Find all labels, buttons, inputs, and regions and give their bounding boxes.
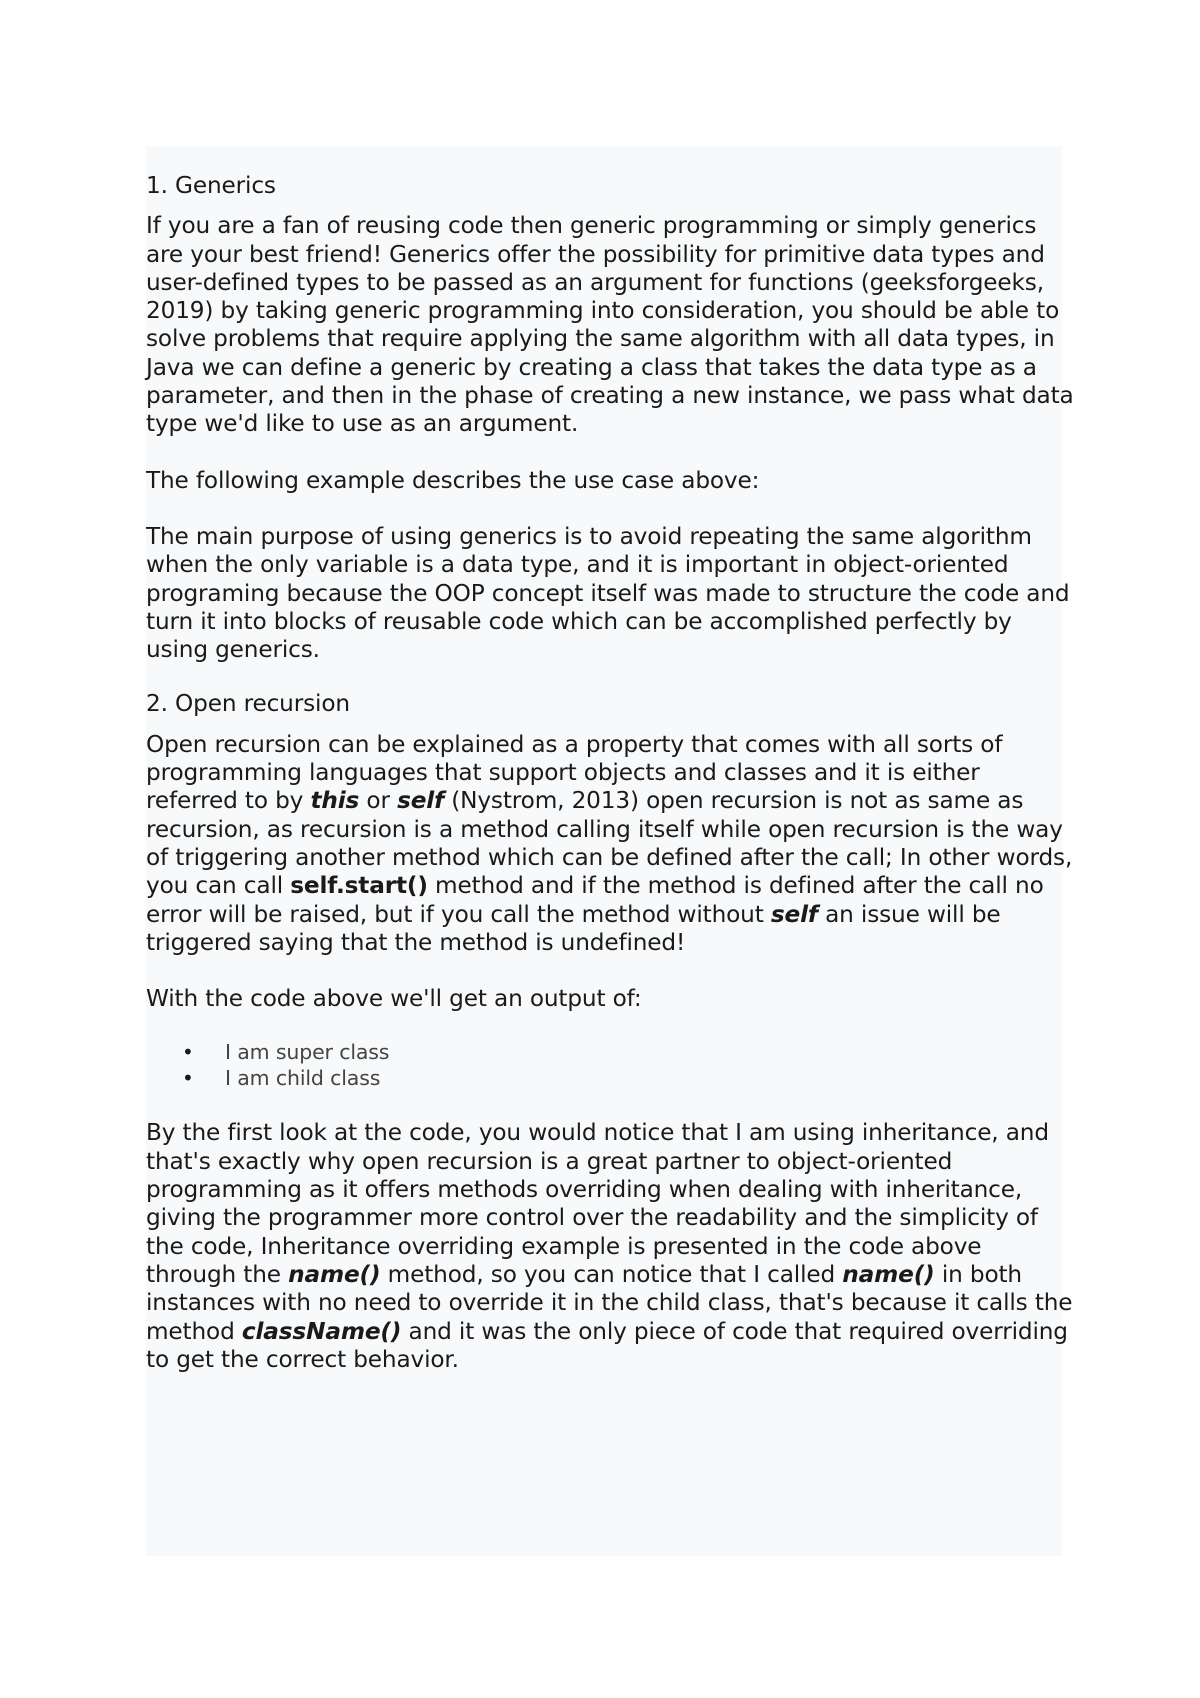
list-item: • I am super class bbox=[182, 1040, 390, 1065]
generics-purpose-paragraph: The main purpose of using generics is to avoid repeating the same algorithm when the only variable is a data type, and it is important in object-oriented programing because the OOP concept itself was made to structure the code and turn it into blocks of reusable code which can be accomplished perfectly by using generics. bbox=[146, 522, 1070, 664]
section-heading-open-recursion: 2. Open recursion bbox=[146, 690, 350, 718]
code-self-start: self.start() bbox=[290, 872, 428, 900]
output-intro-paragraph: With the code above we'll get an output of: bbox=[146, 985, 642, 1013]
open-recursion-paragraph: Open recursion can be explained as a property that comes with all sorts of programming languages that support objects and classes and it is either referred to by this or self (Nystrom, 2013) open recursion is not as same as recursion, as recursion is a method calling itself while open recursion is the way of triggering another method which can be defined after the call; In other words, you can call self.start() method and if the method is defined after the call no error will be raised, but if you call the method without self an issue will be triggered saying that the method is undefined! bbox=[146, 730, 1073, 956]
generics-intro-paragraph: If you are a fan of reusing code then generic programming or simply generics are your best friend! Generics offer the possibility for primitive data types and user-defined types to be passed as an argument for functions (geeksforgeeks, 2019) by taking generic programming into consideration, you should be able to solve problems that require applying the same algorithm with all data types, in Java we can define a generic by creating a class that takes the data type as a parameter, and then in the phase of creating a new instance, we pass what data type we'd like to use as an argument. bbox=[146, 212, 1074, 438]
bullet-icon: • bbox=[182, 1040, 194, 1065]
inheritance-paragraph: By the first look at the code, you would notice that I am using inheritance, and that's exactly why open recursion is a great partner to object-oriented programming as it offers methods overriding when dealing with inheritance, giving the programmer more control over the readability and the simplicity of the code, Inheritance overriding example is presented in the code above through the name() method, so you can notice that I called name() in both instances with no need to override it in the child class, that's because it calls the method className() and it was the only piece of code that required overriding to get the correct behavior. bbox=[146, 1119, 1073, 1373]
code-classname-method: className() bbox=[241, 1317, 402, 1345]
list-item: • I am child class bbox=[182, 1066, 381, 1091]
keyword-this: this bbox=[310, 787, 360, 815]
code-name-method: name() bbox=[288, 1260, 381, 1288]
example-intro-paragraph: The following example describes the use case above: bbox=[146, 466, 760, 494]
keyword-self: self bbox=[397, 787, 445, 815]
keyword-self: self bbox=[770, 900, 818, 928]
output-list bbox=[146, 1039, 1076, 1091]
section-heading-generics: 1. Generics bbox=[146, 172, 276, 199]
bullet-icon: • bbox=[182, 1066, 194, 1091]
code-name-method: name() bbox=[842, 1260, 935, 1288]
document-body bbox=[146, 172, 1076, 1374]
